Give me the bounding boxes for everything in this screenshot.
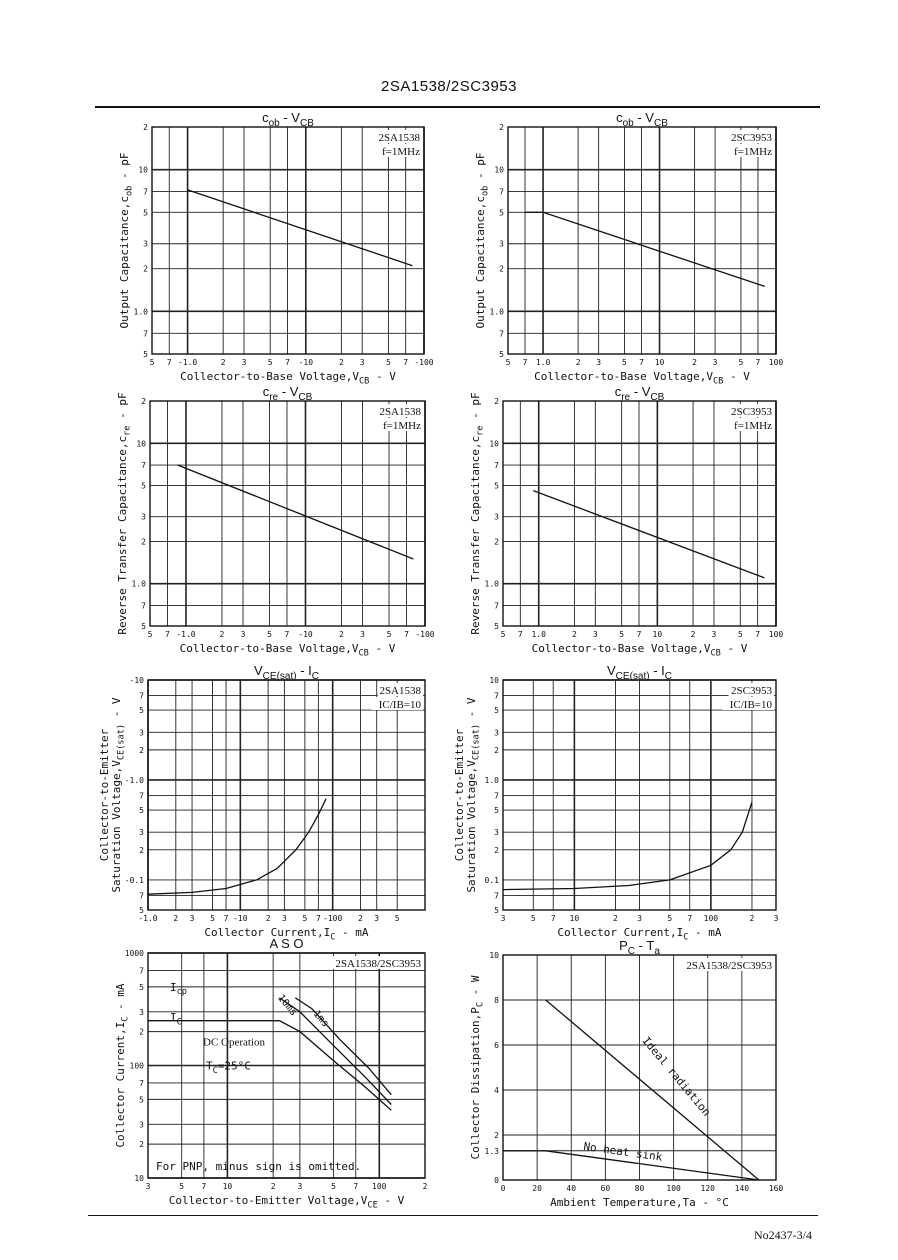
y-tick-label: 10 (489, 676, 499, 685)
y-tick-label: 7 (494, 461, 499, 471)
x-tick-label: 3 (712, 358, 718, 367)
x-axis-label: Collector-to-Base $Voltage,V_{CB}$ - V (179, 642, 396, 659)
y-tick-label: 7 (141, 461, 146, 471)
x-tick-label: 5 (505, 358, 511, 367)
chart-aso (114, 936, 428, 1210)
y-tick-label: 3 (139, 828, 144, 838)
x-tick-label: 3 (773, 914, 779, 923)
x-axis-label: Collector-to-Base $Voltage,V_{CB}$ - V (531, 642, 748, 659)
x-tick-label: 2 (613, 914, 618, 923)
y-axis-label: Output $Capacitance,c_{ob}$ - pF (474, 152, 491, 329)
y-tick-label: 7 (494, 891, 499, 901)
y-tick-label: 10 (136, 439, 146, 449)
plot-frame (152, 127, 424, 354)
x-tick-label: -10 (298, 358, 314, 367)
y-axis-label: Saturation $Voltage,V_{CE(sat)}$ - V (110, 697, 127, 893)
x-tick-label: 7 (166, 358, 172, 367)
y-axis-label: Output $Capacitance,c_{ob}$ - pF (118, 152, 135, 329)
series-line (178, 465, 414, 559)
y-tick-label: 1.3 (484, 1146, 499, 1156)
x-tick-label: 3 (145, 1182, 151, 1191)
y-axis-label: Reverse Transfer $Capacitance,c_{re}$ - pF (469, 392, 486, 635)
x-tick-label: 5 (267, 358, 273, 367)
y-tick-label: 7 (143, 329, 148, 339)
x-tick-label: 5 (149, 358, 155, 367)
x-tick-label: 7 (165, 630, 170, 639)
x-tick-label: 7 (755, 630, 761, 639)
y-axis-label: Collector $Dissipation,P_C$ - W (469, 975, 486, 1160)
chart-vcesat-2sc3953 (453, 663, 779, 942)
x-tick-label: 5 (179, 1182, 185, 1191)
page-title: 2SA1538/2SC3953 (381, 78, 517, 95)
tc-label: $T_C=25^\circ C$ (206, 1059, 251, 1076)
chart-annotation: 2SA1538 (379, 406, 421, 418)
y-tick-label: 7 (143, 187, 148, 197)
chart-annotation: f=1MHz (382, 146, 420, 158)
x-tick-label: 10 (654, 358, 665, 367)
y-tick-label: 1.0 (133, 307, 148, 317)
chart-title: $c_{ob} - V_{CB}$ (616, 110, 668, 129)
x-tick-label: 2 (270, 1182, 276, 1191)
y-tick-label: 10 (489, 439, 499, 449)
y-tick-label: 2 (143, 123, 148, 132)
dc-operation-label: DC Operation (203, 1036, 266, 1049)
x-tick-label: 5 (738, 358, 744, 367)
y-axis-label: Reverse Transfer $Capacitance,c_{re}$ - pF (116, 392, 133, 635)
chart-annotation: 2SA1538/2SC3953 (686, 960, 772, 972)
y-tick-label: 4 (494, 1086, 499, 1095)
series-line (525, 212, 765, 286)
y-axis-label: Saturation $Voltage,V_{CE(sat)}$ - V (465, 697, 482, 893)
x-tick-label: 2 (220, 358, 226, 367)
x-axis-label: Collector-to-Base $Voltage,V_{CB}$ - V (534, 370, 750, 387)
y-tick-label: 3 (499, 239, 504, 249)
x-tick-label: 5 (331, 1182, 336, 1191)
x-tick-label: 3 (360, 630, 365, 639)
y-tick-label: 3 (141, 512, 146, 522)
chart-annotation: 2SC3953 (731, 406, 772, 418)
x-tick-label: 2 (339, 630, 344, 639)
footer-rule (88, 1215, 818, 1216)
x-tick-label: -100 (415, 630, 435, 639)
y-tick-label: 3 (494, 512, 499, 522)
y-tick-label: -0.1 (124, 875, 144, 885)
x-tick-label: 2 (572, 630, 577, 639)
y-tick-label: 2 (499, 264, 504, 274)
x-tick-label: 7 (639, 358, 644, 367)
x-tick-label: 2 (690, 630, 696, 639)
x-axis-label: Collector-to-Base $Voltage,V_{CB}$ - V (180, 370, 396, 387)
x-tick-label: -1.0 (177, 358, 198, 367)
x-tick-label: 7 (687, 914, 693, 923)
x-tick-label: 100 (372, 1182, 387, 1191)
chart-annotation: IC/IB=10 (378, 699, 421, 711)
x-tick-label: 2 (265, 914, 271, 923)
x-tick-label: 20 (532, 1184, 542, 1193)
chart-title: $c_{re} - V_{CB}$ (262, 384, 313, 403)
y-tick-label: 1.0 (484, 579, 499, 589)
y-tick-label: 2 (499, 123, 504, 132)
y-tick-label: 5 (494, 906, 499, 915)
y-tick-label: 7 (139, 791, 144, 801)
10ms-label: 10ms (275, 992, 300, 1019)
x-tick-label: 5 (302, 914, 308, 923)
x-tick-label: 2 (219, 630, 225, 639)
x-tick-label: 10 (652, 630, 663, 639)
x-tick-label: 7 (517, 630, 523, 639)
y-tick-label: 100 (129, 1061, 144, 1071)
y-tick-label: 10 (138, 165, 148, 175)
y-tick-label: 7 (139, 691, 144, 701)
x-axis-label: Collector $Current,I_C$ - mA (557, 926, 722, 943)
y-tick-label: 7 (499, 329, 504, 339)
y-tick-label: 2 (494, 745, 499, 755)
x-tick-label: 3 (637, 914, 642, 923)
x-tick-label: 7 (285, 358, 290, 367)
x-tick-label: 100 (768, 630, 784, 639)
x-axis-label: Collector $Current,I_C$ - mA (204, 926, 369, 943)
x-tick-label: -1.0 (138, 914, 158, 923)
x-tick-label: 7 (223, 914, 229, 923)
x-tick-label: 40 (566, 1184, 577, 1193)
x-tick-label: 2 (173, 914, 179, 923)
ic-label: $I_C$ (170, 1010, 182, 1028)
y-tick-label: 5 (141, 622, 146, 631)
series-line (295, 998, 391, 1095)
chart-pc-ta (469, 938, 783, 1209)
x-tick-label: 3 (189, 914, 195, 923)
y-axis-label: Collector-to-Emitter (98, 728, 111, 862)
y-tick-label: 5 (141, 481, 146, 491)
y-tick-label: -1.0 (124, 775, 144, 785)
series-line (533, 491, 764, 578)
y-tick-label: 7 (494, 601, 499, 611)
y-tick-label: 5 (143, 350, 148, 359)
x-tick-label: 100 (703, 914, 719, 923)
x-tick-label: 5 (530, 914, 536, 923)
y-tick-label: 7 (139, 1078, 144, 1088)
chart-annotation: 2SC3953 (731, 685, 772, 697)
x-tick-label: 60 (600, 1184, 611, 1193)
y-tick-label: 2 (494, 845, 499, 855)
y-tick-label: 5 (494, 622, 499, 631)
x-tick-label: 5 (619, 630, 625, 639)
y-tick-label: 2 (139, 745, 144, 755)
x-tick-label: 5 (737, 630, 743, 639)
x-tick-label: 5 (667, 914, 673, 923)
chart-annotation: f=1MHz (734, 420, 772, 432)
x-tick-label: 7 (755, 358, 761, 367)
chart-annotation: 2SC3953 (731, 132, 772, 144)
x-tick-label: 3 (374, 914, 380, 923)
plot-frame (150, 401, 425, 626)
x-tick-label: 3 (241, 358, 247, 367)
x-tick-label: 140 (734, 1184, 750, 1193)
x-axis-label: Ambient Temperature,Ta - °C (550, 1196, 729, 1209)
y-tick-label: 5 (139, 806, 144, 816)
x-tick-label: 5 (210, 914, 215, 923)
y-tick-label: 2 (139, 845, 144, 855)
plot-frame (508, 127, 776, 354)
x-tick-label: -100 (414, 358, 434, 367)
y-tick-label: 2 (494, 1131, 499, 1140)
x-tick-label: 3 (500, 914, 506, 923)
x-tick-label: 3 (359, 358, 365, 367)
chart-annotation: f=1MHz (383, 420, 421, 432)
x-tick-label: 5 (500, 630, 506, 639)
chart-annotation: 2SA1538/2SC3953 (335, 958, 421, 970)
y-tick-label: 0 (494, 1176, 499, 1185)
x-tick-label: 80 (634, 1184, 645, 1193)
x-tick-label: 2 (358, 914, 363, 923)
y-tick-label: 2 (139, 1027, 144, 1037)
x-tick-label: -1.0 (176, 630, 196, 639)
x-tick-label: 160 (768, 1184, 784, 1193)
y-tick-label: 3 (143, 239, 148, 249)
chart-annotation: 2SA1538 (378, 132, 420, 144)
x-tick-label: 7 (201, 1182, 207, 1191)
y-tick-label: 0.1 (484, 875, 499, 885)
y-tick-label: 5 (499, 208, 504, 218)
x-tick-label: 2 (575, 358, 581, 367)
y-tick-label: 3 (139, 1007, 144, 1017)
y-tick-label: 1.0 (489, 307, 504, 317)
y-tick-label: 8 (494, 996, 499, 1005)
series-line (279, 998, 391, 1105)
y-tick-label: 2 (141, 537, 146, 547)
chart-title: $c_{re} - V_{CB}$ (614, 384, 665, 403)
icp-label: $I_{cp}$ (170, 980, 187, 998)
x-tick-label: 5 (394, 914, 400, 923)
y-tick-label: 7 (494, 791, 499, 801)
y-tick-label: 6 (494, 1041, 499, 1050)
y-tick-label: 1.0 (131, 579, 146, 589)
chart-cre-2sa1538 (116, 384, 435, 658)
1ms-label: 1ms (310, 1008, 331, 1030)
x-tick-label: 7 (284, 630, 290, 639)
x-tick-label: 2 (338, 358, 344, 367)
y-tick-label: 3 (494, 828, 499, 838)
y-tick-label: 10 (134, 1174, 144, 1183)
chart-title: $V_{CE(sat)} - I_C$ (254, 663, 319, 682)
y-tick-label: 7 (494, 691, 499, 701)
x-tick-label: 2 (692, 358, 698, 367)
y-tick-label: 7 (499, 187, 504, 197)
chart-title: $c_{ob} - V_{CB}$ (262, 110, 314, 129)
x-tick-label: 3 (297, 1182, 303, 1191)
y-tick-label: 10 (494, 165, 504, 175)
y-tick-label: 1.0 (484, 775, 499, 785)
series-line (188, 190, 413, 266)
plot-frame (503, 401, 776, 626)
y-tick-label: 7 (139, 891, 144, 901)
x-tick-label: 7 (403, 358, 409, 367)
x-tick-label: 5 (622, 358, 627, 367)
x-tick-label: 1.0 (531, 630, 546, 639)
y-tick-label: 5 (139, 906, 144, 915)
y-tick-label: 2 (141, 397, 146, 406)
x-tick-label: 7 (404, 630, 409, 639)
x-tick-label: 10 (222, 1182, 233, 1191)
y-tick-label: 3 (139, 1120, 144, 1130)
y-tick-label: 5 (139, 706, 144, 716)
x-tick-label: 0 (500, 1184, 506, 1193)
x-tick-label: 10 (569, 914, 580, 923)
chart-annotation: 2SA1538 (379, 685, 421, 697)
series-line (503, 802, 752, 890)
y-tick-label: 5 (494, 481, 499, 491)
x-tick-label: 7 (353, 1182, 359, 1191)
no-heat-sink-label: No heat sink (582, 1139, 664, 1164)
y-tick-label: 5 (139, 1095, 144, 1105)
x-tick-label: 3 (592, 630, 598, 639)
chart-cre-2sc3953 (469, 384, 783, 658)
chart-annotation: IC/IB=10 (729, 699, 772, 711)
x-tick-label: 120 (700, 1184, 715, 1193)
chart-annotation: f=1MHz (734, 146, 772, 158)
y-tick-label: 2 (139, 1140, 144, 1150)
y-tick-label: 1000 (124, 949, 144, 958)
x-tick-label: 100 (768, 358, 784, 367)
x-tick-label: 7 (522, 358, 528, 367)
y-tick-label: 7 (141, 601, 146, 611)
x-tick-label: 3 (281, 914, 287, 923)
y-tick-label: 7 (139, 966, 144, 976)
y-tick-label: 5 (143, 208, 148, 218)
y-axis-label: Collector $Current,I_C$ - mA (114, 983, 131, 1148)
chart-title: $V_{CE(sat)} - I_C$ (607, 663, 672, 682)
y-tick-label: 5 (494, 806, 499, 816)
x-tick-label: 7 (636, 630, 642, 639)
x-tick-label: -10 (233, 914, 248, 923)
x-tick-label: 3 (711, 630, 717, 639)
y-tick-label: 2 (494, 537, 499, 547)
x-tick-label: 2 (749, 914, 755, 923)
x-tick-label: 1.0 (535, 358, 551, 367)
x-tick-label: 5 (267, 630, 272, 639)
x-tick-label: 2 (422, 1182, 428, 1191)
chart-title: $P_C - T_a$ (619, 938, 660, 957)
x-tick-label: 3 (240, 630, 246, 639)
x-tick-label: 5 (386, 630, 392, 639)
y-tick-label: 3 (139, 728, 144, 738)
y-tick-label: 2 (494, 397, 499, 406)
chart-cob-2sc3953 (474, 110, 783, 386)
chart-vcesat-2sa1538 (98, 663, 425, 942)
chart-cob-2sa1538 (118, 110, 434, 386)
y-tick-label: 3 (494, 728, 499, 738)
x-axis-label: Collector-to-Emitter $Voltage,V_{CE}$ - V (168, 1194, 405, 1211)
y-tick-label: 5 (499, 350, 504, 359)
x-tick-label: -10 (298, 630, 313, 639)
x-tick-label: -100 (323, 914, 343, 923)
page-number: No2437-3/4 (754, 1228, 812, 1242)
chart-title: A S O (269, 936, 304, 951)
x-tick-label: 3 (596, 358, 602, 367)
y-axis-label: Collector-to-Emitter (453, 728, 466, 862)
y-tick-label: -10 (129, 676, 144, 685)
ideal-radiation-label: Ideal radiation (639, 1034, 714, 1119)
x-tick-label: 7 (550, 914, 556, 923)
x-tick-label: 7 (315, 914, 321, 923)
x-tick-label: 5 (147, 630, 153, 639)
x-tick-label: 5 (386, 358, 391, 367)
pnp-note: For PNP, minus sign is omitted. (156, 1160, 362, 1173)
x-tick-label: 100 (666, 1184, 681, 1193)
y-tick-label: 5 (494, 706, 499, 716)
y-tick-label: 10 (489, 951, 499, 960)
y-tick-label: 2 (143, 264, 148, 274)
y-tick-label: 5 (139, 982, 144, 992)
